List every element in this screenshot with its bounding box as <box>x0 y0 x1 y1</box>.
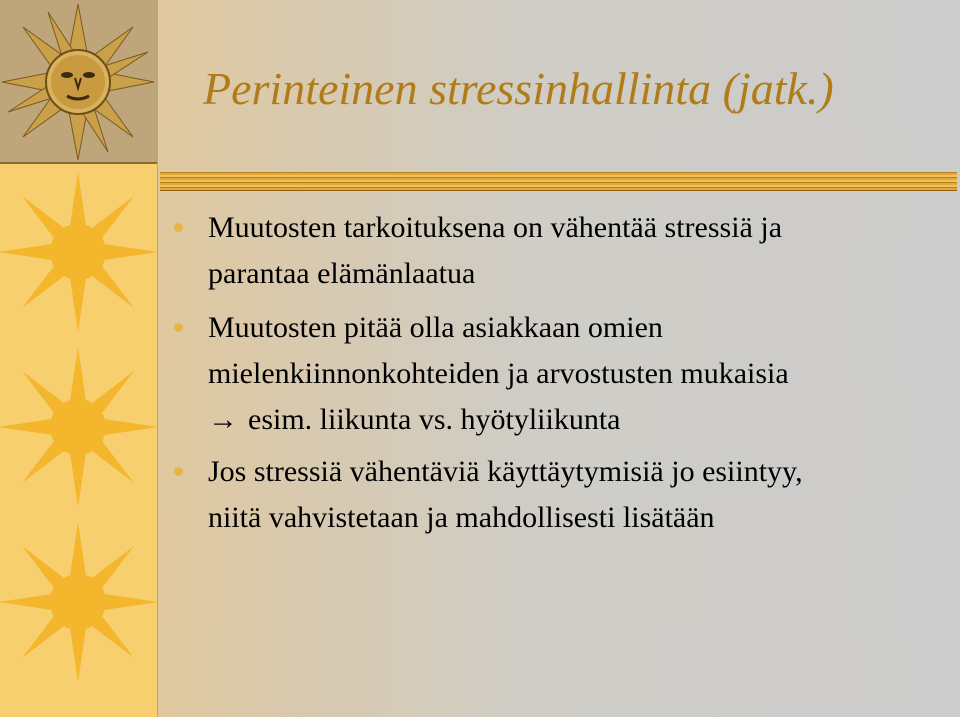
sun-star-column <box>0 162 157 717</box>
sun-face-panel <box>0 0 157 164</box>
bullet-dot-icon <box>174 467 183 476</box>
bullet-text-line: niitä vahvistetaan ja mahdollisesti lisätään <box>208 501 715 534</box>
bullet-dot-icon <box>174 223 183 232</box>
left-decoration-strip <box>0 0 158 717</box>
bullet-item <box>170 449 950 541</box>
bullet-item <box>170 305 950 443</box>
slide-title: Perinteinen stressinhallinta (jatk.) <box>203 63 834 114</box>
bullet-text-line: Muutosten tarkoituksena on vähentää stressiä ja <box>208 211 783 244</box>
example-text: esim. liikunta vs. hyötyliikunta <box>248 403 621 436</box>
bullet-list <box>170 205 950 541</box>
title-divider <box>160 172 957 190</box>
arrow-right-icon: → <box>208 403 238 436</box>
bullet-text-line: parantaa elämänlaatua <box>208 257 476 290</box>
sun-face-icon <box>0 0 157 162</box>
example-line <box>208 397 950 443</box>
bullet-dot-icon <box>174 323 183 332</box>
bullet-text-line: Muutosten pitää olla asiakkaan omien <box>208 311 663 344</box>
bullet-text-line: Jos stressiä vähentäviä käyttäytymisiä jo esiintyy, <box>208 455 803 488</box>
bullet-text-line: mielenkiinnonkohteiden ja arvostusten mukaisia <box>208 357 789 390</box>
bullet-item <box>170 205 950 297</box>
